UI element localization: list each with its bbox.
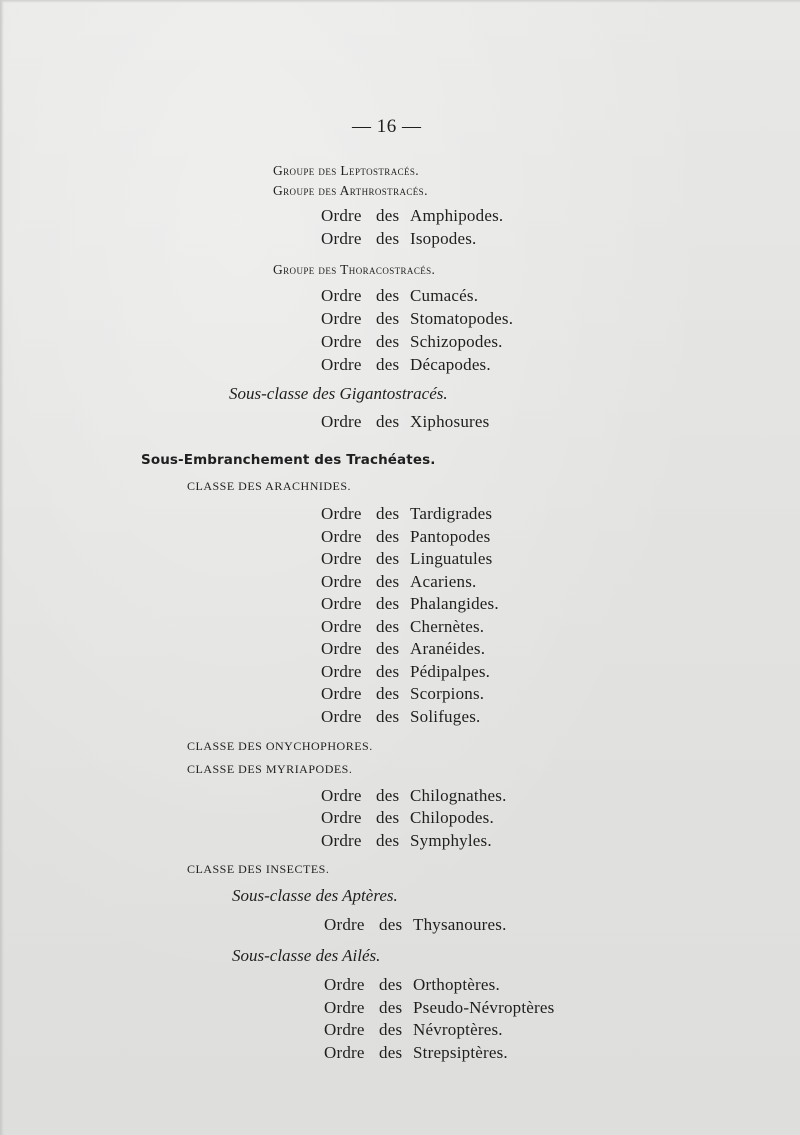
order-row: Ordre des Amphipodes.	[321, 206, 504, 225]
order-row: Ordre des Solifuges.	[321, 707, 481, 726]
order-name: Chernètes.	[410, 617, 485, 636]
group-heading-thoracostraces: Groupe des Thoracostracés.	[273, 262, 436, 277]
class-heading-insectes: CLASSE DES INSECTES.	[187, 862, 330, 876]
order-name: Thysanoures.	[413, 915, 507, 934]
order-name: Xiphosures	[410, 412, 490, 431]
order-row: Ordre des Névroptères.	[324, 1020, 503, 1039]
subbranch-heading: Sous-Embranchement des Trachéates.	[141, 452, 436, 468]
order-row: Ordre des Chilognathes.	[321, 786, 507, 805]
subclass-apteres: Sous-classe des Aptères.	[232, 886, 398, 905]
group-heading-arthrostraces: Groupe des Arthrostracés.	[273, 183, 428, 198]
order-name: Linguatules	[410, 549, 493, 568]
order-row: Ordre des Linguatules	[321, 549, 493, 568]
order-row: Ordre des Pantopodes	[321, 527, 491, 546]
subclass-ailes: Sous-classe des Ailés.	[232, 946, 381, 965]
class-heading-arachnides: CLASSE DES ARACHNIDES.	[187, 479, 352, 493]
order-row: Ordre des Symphyles.	[321, 831, 492, 850]
order-name: Orthoptères.	[413, 975, 500, 994]
order-name: Aranéides.	[410, 639, 486, 658]
order-row: Ordre des Scorpions.	[321, 684, 485, 703]
order-row: Ordre des Acariens.	[321, 572, 477, 591]
order-name: Scorpions.	[410, 684, 485, 703]
order-row: Ordre des Pseudo-Névroptères	[324, 998, 555, 1017]
order-row: Ordre des Chilopodes.	[321, 808, 494, 827]
order-row: Ordre des Pédipalpes.	[321, 662, 491, 681]
page-number: — 16 —	[352, 116, 422, 137]
order-name: Tardigrades	[410, 504, 493, 523]
order-row: Ordre des Cumacés.	[321, 286, 479, 305]
order-name: Pantopodes	[410, 527, 491, 546]
page-edge-left	[0, 0, 4, 1135]
order-name: Isopodes.	[410, 229, 477, 248]
group-heading-leptostraces: Groupe des Leptostracés.	[273, 163, 420, 178]
order-name: Cumacés.	[410, 286, 479, 305]
class-heading-myriapodes: CLASSE DES MYRIAPODES.	[187, 762, 353, 776]
order-row: Ordre des Schizopodes.	[321, 332, 503, 351]
order-row: Ordre des Tardigrades	[321, 504, 493, 523]
order-row: Ordre des Isopodes.	[321, 229, 477, 248]
page-edge-top	[0, 0, 800, 3]
order-name: Pseudo-Névroptères	[413, 998, 555, 1017]
order-name: Chilopodes.	[410, 808, 494, 827]
class-heading-onychophores: CLASSE DES ONYCHOPHORES.	[187, 739, 373, 753]
order-row: Ordre des Orthoptères.	[324, 975, 500, 994]
order-name: Strepsiptères.	[413, 1043, 508, 1062]
order-name: Solifuges.	[410, 707, 481, 726]
order-row: Ordre des Thysanoures.	[324, 915, 507, 934]
order-name: Acariens.	[410, 572, 477, 591]
order-name: Chilognathes.	[410, 786, 507, 805]
order-name: Stomatopodes.	[410, 309, 514, 328]
order-name: Névroptères.	[413, 1020, 503, 1039]
order-row: Ordre des Chernètes.	[321, 617, 485, 636]
subclass-gigantostraces: Sous-classe des Gigantostracés.	[229, 384, 448, 403]
order-name: Schizopodes.	[410, 332, 503, 351]
order-row: Ordre des Xiphosures	[321, 412, 490, 431]
order-row: Ordre des Phalangides.	[321, 594, 499, 613]
order-row: Ordre des Strepsiptères.	[324, 1043, 508, 1062]
order-name: Symphyles.	[410, 831, 492, 850]
order-name: Décapodes.	[410, 355, 491, 374]
order-name: Amphipodes.	[410, 206, 504, 225]
order-row: Ordre des Stomatopodes.	[321, 309, 514, 328]
order-row: Ordre des Aranéides.	[321, 639, 486, 658]
order-name: Phalangides.	[410, 594, 499, 613]
order-name: Pédipalpes.	[410, 662, 491, 681]
order-row: Ordre des Décapodes.	[321, 355, 491, 374]
